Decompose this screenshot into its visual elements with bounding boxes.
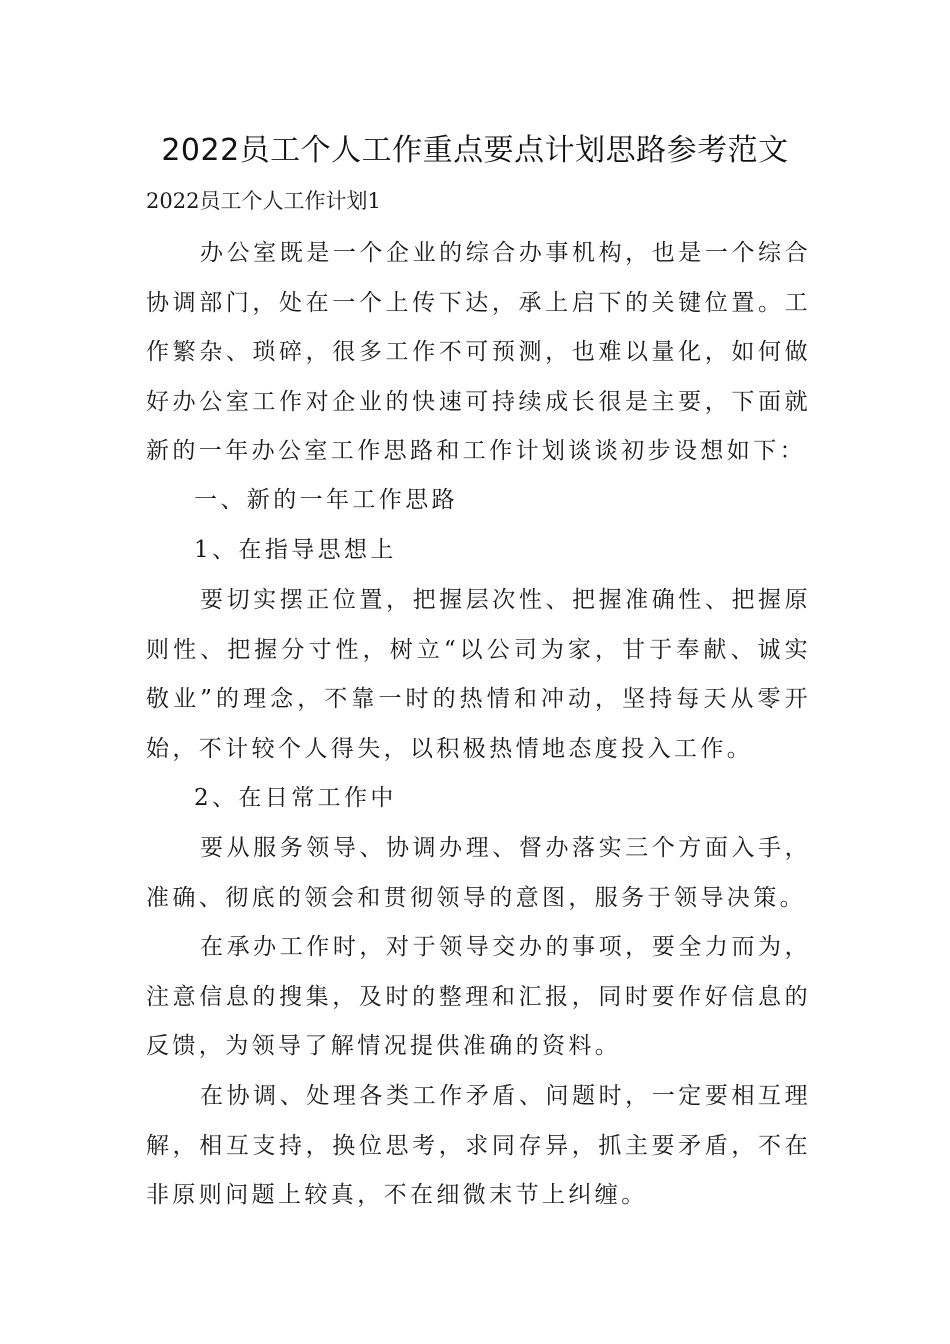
heading-daily-work: 2、在日常工作中 [194,785,397,811]
heading-work-ideas: 一、新的一年工作思路 [194,487,458,513]
document-title: 2022员工个人工作重点要点计划思路参考范文 [161,133,789,168]
paragraph-undertaking: 在承办工作时，对于领导交办的事项，要全力而为，注意信息的搜集，及时的整理和汇报，同时要作好信息的反馈，为领导了解情况提供准确的资料。 [146,934,811,1059]
paragraph-daily-work: 要从服务领导、协调办理、督办落实三个方面入手，准确、彻底的领会和贯彻领导的意图，服务于领导决策。 [146,835,811,911]
paragraph-coordination: 在协调、处理各类工作矛盾、问题时，一定要相互理解，相互支持，换位思考，求同存异，抓主要矛盾，不在非原则问题上较真，不在细微末节上纠缠。 [146,1083,811,1208]
paragraph-guiding-thought: 要切实摆正位置，把握层次性、把握准确性、把握原则性、把握分寸性，树立“以公司为家，甘于奉献、诚实敬业”的理念，不靠一时的热情和冲动，坚持每天从零开始，不计较个人得失，以积极热情地态度投入工作。 [146,587,811,762]
heading-guiding-thought: 1、在指导思想上 [194,537,397,563]
paragraph-intro: 办公室既是一个企业的综合办事机构，也是一个综合协调部门，处在一个上传下达，承上启下的关键位置。工作繁杂、琐碎，很多工作不可预测，也难以量化，如何做好办公室工作对企业的快速可持续成长很是主要，下面就新的一年办公室工作思路和工作计划谈谈初步设想如下： [146,240,811,464]
section-heading: 2022员工个人工作计划1 [146,189,381,213]
